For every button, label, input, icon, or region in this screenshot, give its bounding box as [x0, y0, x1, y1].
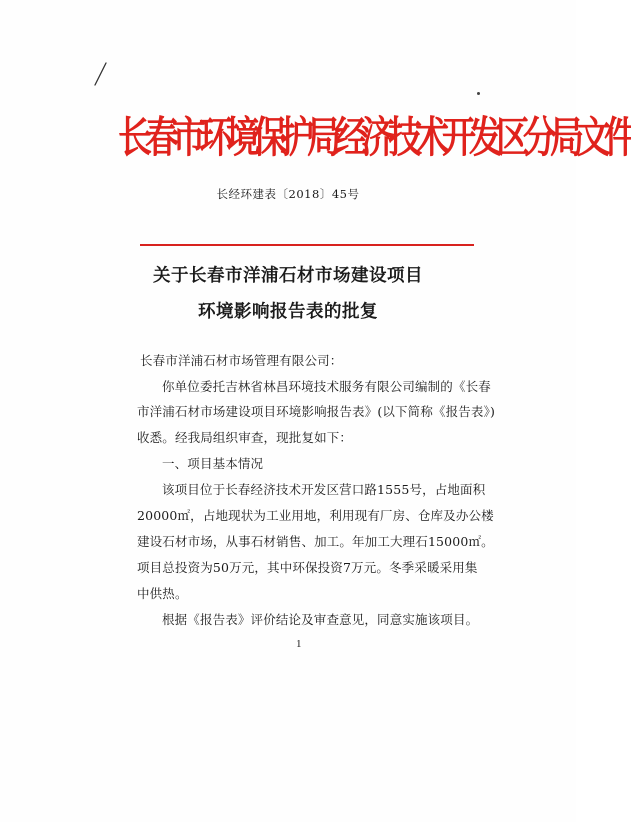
- page-number: 1: [296, 638, 302, 650]
- paragraph-1-line-1: 你单位委托吉林省林昌环境技术服务有限公司编制的《长春: [162, 379, 491, 394]
- paragraph-1-line-3: 收悉。经我局组织审查，现批复如下：: [137, 430, 353, 445]
- paragraph-3-line-1: 根据《报告表》评价结论及审查意见，同意实施该项目。: [162, 612, 479, 627]
- red-divider-line: [140, 244, 474, 246]
- paragraph-2-line-5: 中供热。: [137, 586, 188, 601]
- addressee: 长春市洋浦石材市场管理有限公司：: [140, 353, 343, 368]
- paragraph-2-line-4: 项目总投资为50万元，其中环保投资7万元。冬季采暖采用集: [137, 560, 478, 575]
- agency-masthead: 长春市环境保护局经济技术开发区分局文件: [118, 113, 631, 163]
- paragraph-2-line-3: 建设石材市场，从事石材销售、加工。年加工大理石15000㎡。: [137, 534, 494, 549]
- paragraph-1-line-2: 市洋浦石材市场建设项目环境影响报告表》(以下简称《报告表》): [137, 404, 496, 419]
- document-title-line-1: 关于长春市洋浦石材市场建设项目: [153, 266, 423, 286]
- document-number: 长经环建表〔2018〕45号: [216, 187, 360, 201]
- pen-stroke-mark: [92, 62, 108, 88]
- document-title-line-2: 环境影响报告表的批复: [198, 302, 378, 322]
- ink-speck: [477, 92, 480, 95]
- section-1-heading: 一、项目基本情况: [162, 456, 264, 471]
- paragraph-2-line-1: 该项目位于长春经济技术开发区营口路1555号，占地面积: [162, 482, 486, 497]
- paragraph-2-line-2: 20000㎡，占地现状为工业用地，利用现有厂房、仓库及办公楼: [137, 508, 494, 523]
